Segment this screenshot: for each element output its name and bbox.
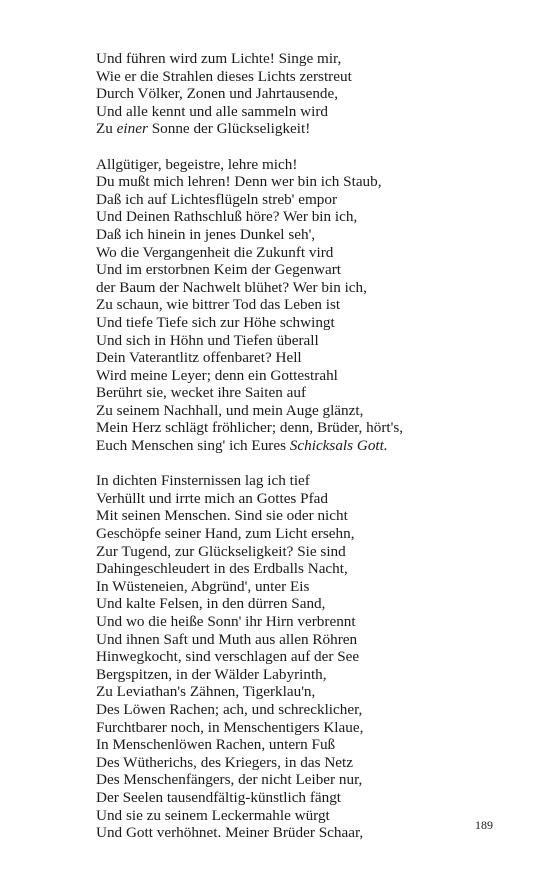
verse-line: Des Wütherichs, des Kriegers, in das Netz — [96, 753, 353, 771]
emphasized-text: Schicksals Gott. — [289, 437, 388, 455]
verse-line — [96, 437, 496, 455]
verse-line: In dichten Finsternissen lag ich tief — [96, 472, 310, 490]
verse-line: Furchtbarer noch, in Menschentigers Klaue, — [96, 718, 364, 736]
emphasized-text: einer — [116, 120, 148, 138]
verse-line: Allgütiger, begeistre, lehre mich! — [96, 155, 298, 173]
verse-line: Wo die Vergangenheit die Zukunft vird — [96, 243, 334, 261]
stanza — [96, 156, 496, 455]
verse-line: Und wo die heiße Sonn' ihr Hirn verbrennt — [96, 613, 356, 630]
verse-line: Mit seinen Menschen. Sind sie oder nicht — [96, 507, 348, 525]
stanza — [96, 50, 496, 138]
verse-line: Du mußt mich lehren! Denn wer bin ich Staub, — [96, 173, 382, 191]
verse-line: Des Löwen Rachen; ach, und schrecklicher, — [96, 700, 363, 718]
verse-line: Durch Völker, Zonen und Jahrtausende, — [96, 85, 339, 103]
verse-line: der Baum der Nachwelt blühet? Wer bin ich, — [96, 278, 367, 296]
page-number: 189 — [475, 818, 493, 832]
verse-line: Zu schaun, wie bittrer Tod das Leben ist — [96, 296, 341, 314]
verse-line: Wird meine Leyer; denn ein Gottestrahl — [96, 366, 338, 384]
poem-text — [96, 50, 496, 859]
verse-line: Und Deinen Rathschluß höre? Wer bin ich, — [96, 208, 358, 226]
verse-line: Zur Tugend, zur Glückseligkeit? Sie sind — [96, 542, 346, 560]
verse-line: Und kalte Felsen, in den dürren Sand, — [96, 595, 326, 613]
verse-line: Zu Leviathan's Zähnen, Tigerklau'n, — [96, 683, 316, 701]
verse-line: Hinwegkocht, sind verschlagen auf der See — [96, 648, 360, 666]
verse-line: In Menschenlöwen Rachen, untern Fuß — [96, 736, 336, 754]
verse-line: Dahingeschleudert in des Erdballs Nacht, — [96, 560, 348, 578]
verse-line: Daß ich auf Lichtesflügeln streb' empor — [96, 190, 338, 208]
verse-line: Des Menschenfängers, der nicht Leiber nur, — [96, 771, 363, 789]
verse-line: Geschöpfe seiner Hand, zum Licht ersehn, — [96, 525, 355, 543]
verse-line: Und sie zu seinem Leckermahle würgt — [96, 806, 330, 824]
verse-line: Und ihnen Saft und Muth aus allen Röhren — [96, 630, 358, 648]
verse-line: Dein Vaterantlitz offenbaret? Hell — [96, 349, 302, 367]
verse-line: Und im erstorbnen Keim der Gegenwart — [96, 261, 342, 279]
verse-text: Zu — [96, 120, 117, 138]
verse-line — [96, 120, 496, 138]
verse-line: Daß ich hinein in jenes Dunkel seh', — [96, 225, 316, 243]
stanza — [96, 472, 496, 841]
verse-line: Mein Herz schlägt fröhlicher; denn, Brüder, hört's, — [96, 419, 404, 437]
verse-line: In Wüsteneien, Abgründ', unter Eis — [96, 577, 310, 595]
verse-line: Bergspitzen, in der Wälder Labyrinth, — [96, 665, 327, 683]
verse-line: Der Seelen tausendfältig-künstlich fängt — [96, 788, 342, 806]
verse-line: Verhüllt und irrte mich an Gottes Pfad — [96, 489, 328, 507]
verse-text: Euch Menschen sing' ich Eures — [96, 437, 290, 455]
verse-line: Und alle kennt und alle sammeln wird — [96, 102, 328, 120]
verse-text: Sonne der Glückseligkeit! — [147, 120, 311, 138]
verse-line: Berührt sie, wecket ihre Saiten auf — [96, 384, 307, 402]
verse-line: Und Gott verhöhnet. Meiner Brüder Schaar, — [96, 824, 364, 842]
verse-line: Zu seinem Nachhall, und mein Auge glänzt, — [96, 401, 364, 419]
verse-line: Und sich in Höhn und Tiefen überall — [96, 331, 319, 349]
verse-line: Wie er die Strahlen dieses Lichts zerstreut — [96, 67, 352, 85]
verse-line: Und tiefe Tiefe sich zur Höhe schwingt — [96, 313, 335, 331]
verse-line: Und führen wird zum Lichte! Singe mir, — [96, 50, 342, 67]
